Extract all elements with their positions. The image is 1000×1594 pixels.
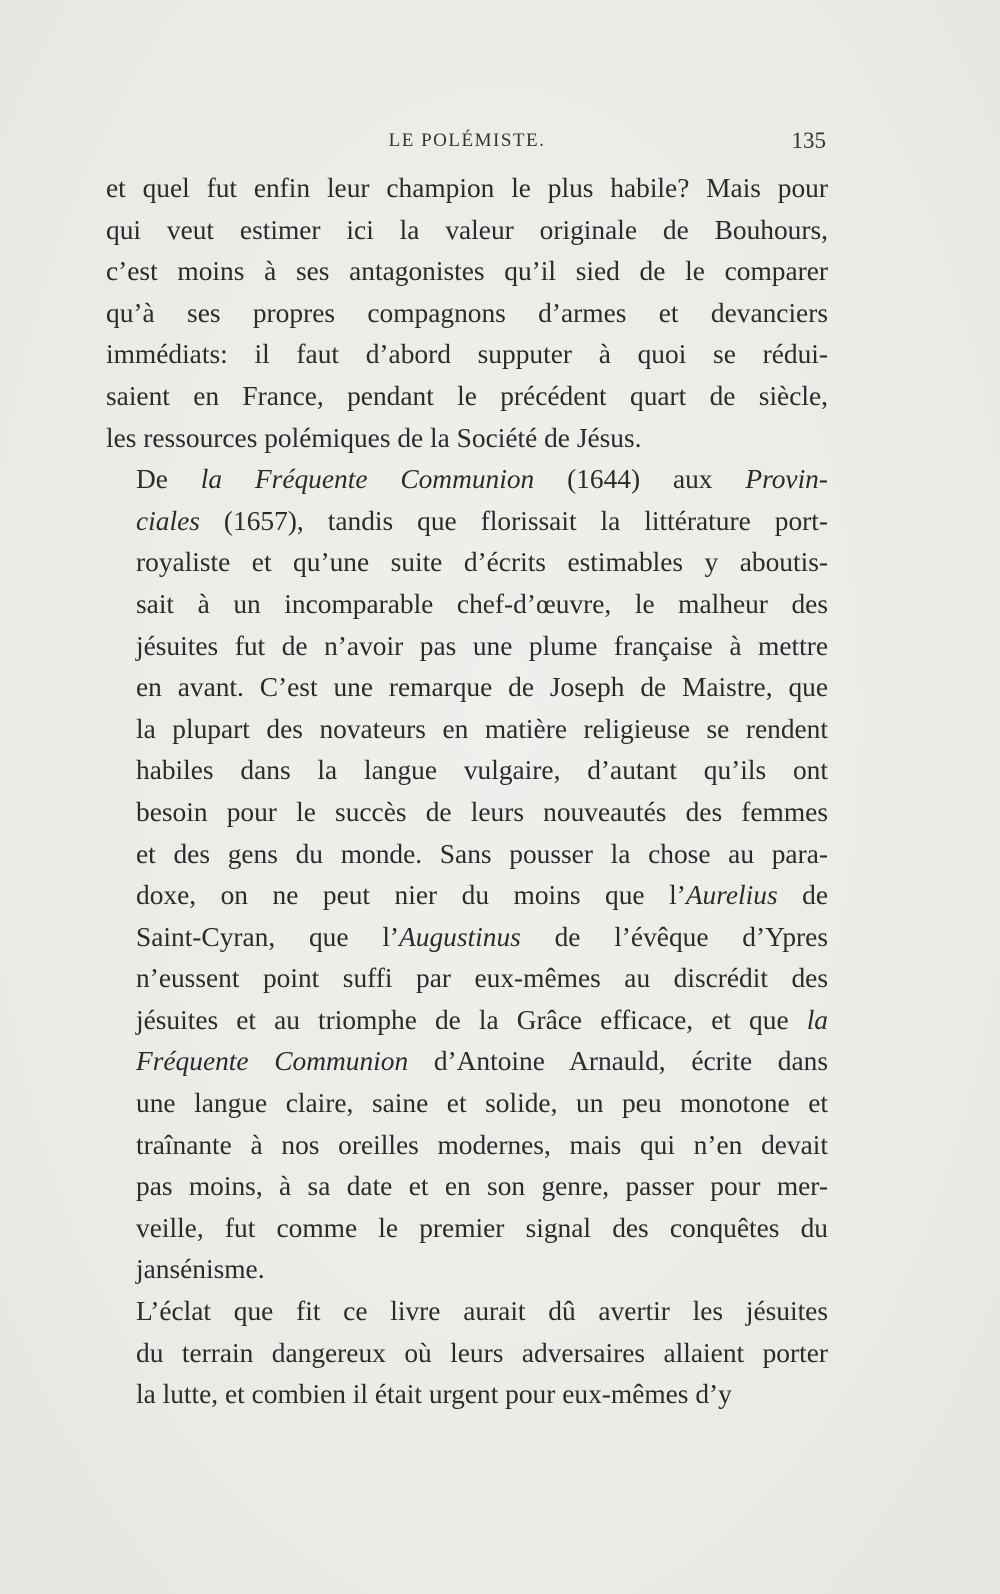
text-line: et quel fut enfin leur champion le plus habile? Mais pour [106, 173, 828, 203]
paragraph [106, 459, 828, 1291]
text-line: c’est moins à ses antagonistes qu’il sied de le comparer [106, 256, 828, 287]
text-line: veille, fut comme le premier signal des conquêtes du [136, 1212, 828, 1243]
page-number: 135 [791, 128, 826, 153]
text-line: ciales (1657), tandis que florissait la littérature port- [136, 505, 828, 536]
running-head [108, 126, 826, 156]
text-line: qui veut estimer ici la valeur originale de Bouhours, [106, 214, 828, 245]
text-line: habiles dans la langue vulgaire, d’autant qu’ils ont [136, 755, 828, 786]
text-line: besoin pour le succès de leurs nouveautés des femmes [136, 796, 828, 827]
paragraph [106, 168, 828, 459]
text-line: et des gens du monde. Sans pousser la chose au para- [136, 838, 828, 869]
text-line: Saint-Cyran, que l’Augustinus de l’évêque d’Ypres [136, 921, 828, 952]
text-line: en avant. C’est une remarque de Joseph de Maistre, que [136, 672, 828, 703]
text-line: n’eussent point suffi par eux-mêmes au discrédit des [136, 963, 828, 994]
text-line: une langue claire, saine et solide, un peu monotone et [136, 1088, 828, 1119]
text-line: du terrain dangereux où leurs adversaires allaient porter [136, 1337, 828, 1368]
text-line: Fréquente Communion d’Antoine Arnauld, écrite dans [136, 1046, 829, 1077]
text-line: saient en France, pendant le précédent quart de siècle, [106, 380, 828, 411]
text-line: immédiats: il faut d’abord supputer à quoi se rédui- [106, 339, 828, 370]
text-line: les ressources polémiques de la Société de Jésus. [106, 422, 642, 453]
text-line: jésuites et au triomphe de la Grâce efficace, et que la [136, 1004, 828, 1035]
text-line: la plupart des novateurs en matière religieuse se rendent [136, 713, 828, 744]
text-line: traînante à nos oreilles modernes, mais qui n’en devait [136, 1129, 828, 1160]
text-line: royaliste et qu’une suite d’écrits estimables y aboutis- [136, 547, 828, 578]
text-line: jansénisme. [136, 1254, 265, 1285]
text-line: la lutte, et combien il était urgent pour eux-mêmes d’y [136, 1379, 732, 1410]
text-line: sait à un incomparable chef-d’œuvre, le malheur des [136, 588, 828, 619]
text-line: jésuites fut de n’avoir pas une plume française à mettre [136, 630, 828, 661]
text-line: L’éclat que fit ce livre aurait dû avertir les jésuites [136, 1296, 828, 1327]
paragraph [106, 1291, 828, 1416]
running-title: LE POLÉMISTE. [388, 130, 546, 151]
text-line: De la Fréquente Communion (1644) aux Provin- [136, 464, 828, 495]
text-line: qu’à ses propres compagnons d’armes et devanciers [106, 297, 828, 328]
text-line: doxe, on ne peut nier du moins que l’Aurelius de [136, 880, 828, 911]
body-text [106, 168, 828, 1416]
text-line: pas moins, à sa date et en son genre, passer pour mer- [136, 1171, 828, 1202]
